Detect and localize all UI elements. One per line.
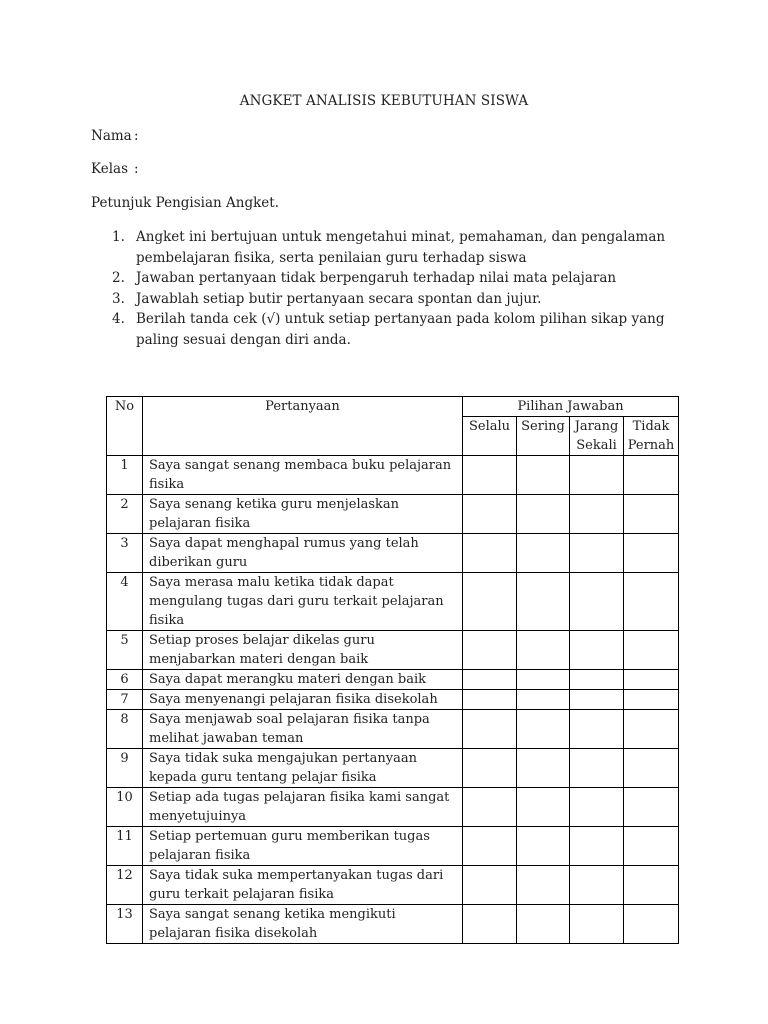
instruction-text: Jawaban pertanyaan tidak berpengaruh terhadap nilai mata pelajaran (136, 270, 617, 286)
name-label: Nama (91, 128, 132, 144)
answer-tidak-pernah-cell[interactable] (624, 710, 679, 749)
answer-jarang-sekali-cell[interactable] (570, 631, 624, 670)
answer-sering-cell[interactable] (517, 631, 570, 670)
row-question: Setiap pertemuan guru memberikan tugas pelajaran fisika (143, 827, 463, 866)
row-question: Saya dapat merangku materi dengan baik (143, 670, 463, 690)
row-number: 10 (107, 788, 143, 827)
row-number: 12 (107, 866, 143, 905)
row-number: 1 (107, 456, 143, 495)
row-question: Saya sangat senang membaca buku pelajaran fisika (143, 456, 463, 495)
table-row (107, 905, 679, 944)
table-row (107, 495, 679, 534)
answer-sering-cell[interactable] (517, 670, 570, 690)
row-number: 13 (107, 905, 143, 944)
instruction-number: 2. (112, 270, 125, 286)
instruction-item (91, 268, 671, 289)
answer-selalu-cell[interactable] (463, 866, 517, 905)
questionnaire-table (106, 396, 679, 944)
answer-sering-cell[interactable] (517, 456, 570, 495)
instruction-number: 1. (112, 229, 125, 245)
row-number: 5 (107, 631, 143, 670)
answer-jarang-sekali-cell[interactable] (570, 827, 624, 866)
answer-sering-cell[interactable] (517, 710, 570, 749)
answer-jarang-sekali-cell[interactable] (570, 690, 624, 710)
header-choices-group: Pilihan Jawaban (463, 397, 679, 417)
instruction-number: 4. (112, 311, 125, 327)
answer-tidak-pernah-cell[interactable] (624, 670, 679, 690)
answer-sering-cell[interactable] (517, 534, 570, 573)
header-choice-sering: Sering (517, 417, 570, 456)
answer-jarang-sekali-cell[interactable] (570, 749, 624, 788)
row-number: 7 (107, 690, 143, 710)
answer-tidak-pernah-cell[interactable] (624, 905, 679, 944)
answer-tidak-pernah-cell[interactable] (624, 788, 679, 827)
header-question: Pertanyaan (143, 397, 463, 456)
answer-tidak-pernah-cell[interactable] (624, 456, 679, 495)
answer-tidak-pernah-cell[interactable] (624, 534, 679, 573)
answer-sering-cell[interactable] (517, 573, 570, 631)
instruction-item (91, 227, 671, 268)
answer-selalu-cell[interactable] (463, 534, 517, 573)
document-title: ANGKET ANALISIS KEBUTUHAN SISWA (239, 93, 529, 109)
name-field (91, 128, 139, 144)
answer-jarang-sekali-cell[interactable] (570, 573, 624, 631)
instruction-item (91, 289, 671, 310)
header-choice-selalu: Selalu (463, 417, 517, 456)
row-question: Saya merasa malu ketika tidak dapat mengulang tugas dari guru terkait pelajaran fisika (143, 573, 463, 631)
answer-jarang-sekali-cell[interactable] (570, 456, 624, 495)
answer-selalu-cell[interactable] (463, 573, 517, 631)
name-colon: : (134, 128, 139, 144)
row-question: Setiap ada tugas pelajaran fisika kami sangat menyetujuinya (143, 788, 463, 827)
row-question: Setiap proses belajar dikelas guru menjabarkan materi dengan baik (143, 631, 463, 670)
answer-jarang-sekali-cell[interactable] (570, 710, 624, 749)
answer-selalu-cell[interactable] (463, 456, 517, 495)
table-row (107, 573, 679, 631)
row-question: Saya tidak suka mengajukan pertanyaan kepada guru tentang pelajar fisika (143, 749, 463, 788)
row-number: 2 (107, 495, 143, 534)
row-number: 3 (107, 534, 143, 573)
table-row (107, 788, 679, 827)
header-no: No (107, 397, 143, 456)
answer-selalu-cell[interactable] (463, 495, 517, 534)
answer-tidak-pernah-cell[interactable] (624, 749, 679, 788)
table-row (107, 690, 679, 710)
instruction-text: Jawablah setiap butir pertanyaan secara spontan dan jujur. (136, 290, 542, 307)
answer-selalu-cell[interactable] (463, 631, 517, 670)
answer-selalu-cell[interactable] (463, 670, 517, 690)
answer-tidak-pernah-cell[interactable] (624, 631, 679, 670)
row-number: 8 (107, 710, 143, 749)
class-field (91, 161, 139, 177)
header-choice-jarang-sekali: Jarang Sekali (570, 417, 624, 456)
row-question: Saya dapat menghapal rumus yang telah diberikan guru (143, 534, 463, 573)
answer-selalu-cell[interactable] (463, 690, 517, 710)
answer-jarang-sekali-cell[interactable] (570, 866, 624, 905)
answer-sering-cell[interactable] (517, 788, 570, 827)
row-question: Saya menyenangi pelajaran fisika disekolah (143, 690, 463, 710)
instructions-list (91, 227, 671, 350)
answer-tidak-pernah-cell[interactable] (624, 573, 679, 631)
table-row (107, 827, 679, 866)
answer-sering-cell[interactable] (517, 827, 570, 866)
answer-tidak-pernah-cell[interactable] (624, 866, 679, 905)
table-row (107, 456, 679, 495)
answer-jarang-sekali-cell[interactable] (570, 670, 624, 690)
table-row (107, 670, 679, 690)
row-number: 6 (107, 670, 143, 690)
table-row (107, 710, 679, 749)
answer-sering-cell[interactable] (517, 905, 570, 944)
answer-tidak-pernah-cell[interactable] (624, 495, 679, 534)
table-row (107, 866, 679, 905)
answer-jarang-sekali-cell[interactable] (570, 495, 624, 534)
row-number: 9 (107, 749, 143, 788)
row-question: Saya sangat senang ketika mengikuti pelajaran fisika disekolah (143, 905, 463, 944)
row-question: Saya senang ketika guru menjelaskan pelajaran fisika (143, 495, 463, 534)
answer-sering-cell[interactable] (517, 495, 570, 534)
answer-sering-cell[interactable] (517, 749, 570, 788)
answer-selalu-cell[interactable] (463, 710, 517, 749)
row-question: Saya tidak suka mempertanyakan tugas dari guru terkait pelajaran fisika (143, 866, 463, 905)
table-row (107, 534, 679, 573)
row-question: Saya menjawab soal pelajaran fisika tanpa melihat jawaban teman (143, 710, 463, 749)
row-number: 4 (107, 573, 143, 631)
instruction-text: Berilah tanda cek (√) untuk setiap pertanyaan pada kolom pilihan sikap yang paling sesuai dengan diri anda. (136, 311, 665, 348)
answer-sering-cell[interactable] (517, 866, 570, 905)
header-choice-tidak-pernah: Tidak Pernah (624, 417, 679, 456)
answer-selalu-cell[interactable] (463, 827, 517, 866)
instruction-item (91, 309, 671, 350)
answer-selalu-cell[interactable] (463, 749, 517, 788)
answer-tidak-pernah-cell[interactable] (624, 690, 679, 710)
answer-tidak-pernah-cell[interactable] (624, 827, 679, 866)
instruction-text: Angket ini bertujuan untuk mengetahui minat, pemahaman, dan pengalaman pembelajaran fisika, serta penilaian guru terhadap siswa (136, 229, 666, 266)
class-label: Kelas (91, 161, 129, 177)
answer-sering-cell[interactable] (517, 690, 570, 710)
answer-selalu-cell[interactable] (463, 788, 517, 827)
answer-jarang-sekali-cell[interactable] (570, 905, 624, 944)
class-colon: : (134, 161, 139, 177)
answer-jarang-sekali-cell[interactable] (570, 788, 624, 827)
instructions-heading: Petunjuk Pengisian Angket. (91, 195, 280, 211)
instruction-number: 3. (112, 290, 125, 307)
table-row (107, 631, 679, 670)
answer-selalu-cell[interactable] (463, 905, 517, 944)
row-number: 11 (107, 827, 143, 866)
table-row (107, 749, 679, 788)
answer-jarang-sekali-cell[interactable] (570, 534, 624, 573)
